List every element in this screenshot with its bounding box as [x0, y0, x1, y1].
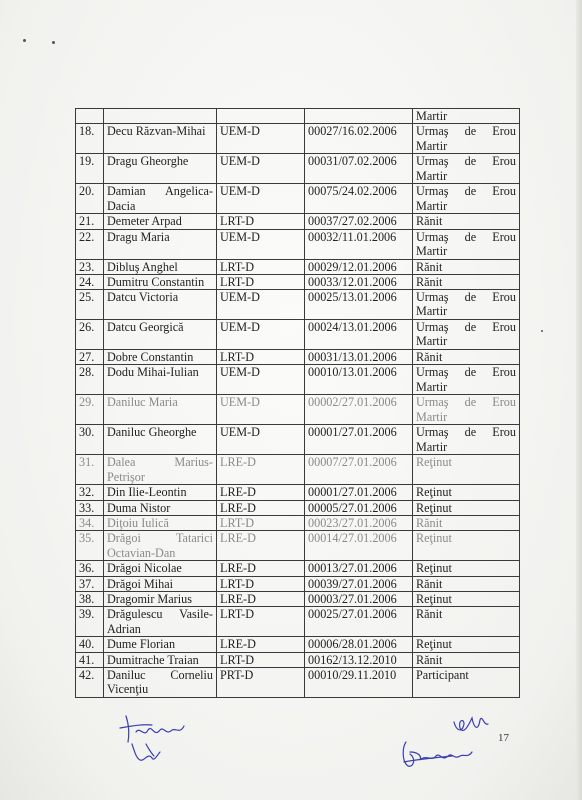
name-cell: Din Ilie-Leontin: [104, 485, 217, 500]
code-cell: LRE-D: [217, 455, 305, 485]
code-cell: LRT-D: [217, 259, 305, 274]
code-cell: UEM-D: [217, 425, 305, 455]
table-row: [76, 395, 520, 425]
row-number-cell: [76, 109, 104, 124]
name-cell: Dumitrache Traian: [104, 652, 217, 667]
row-number-cell: 25.: [76, 290, 104, 320]
table-row: [76, 637, 520, 652]
document-cell: 00039/27.01.2006: [305, 576, 413, 591]
document-cell: 00033/12.01.2006: [305, 274, 413, 289]
document-cell: 00029/12.01.2006: [305, 259, 413, 274]
row-number-cell: 30.: [76, 425, 104, 455]
page-edge-shadow: [576, 0, 582, 800]
row-number-cell: 39.: [76, 607, 104, 637]
status-cell: Reţinut: [413, 637, 520, 652]
status-cell: Urmaş de Erou Martir: [413, 425, 520, 455]
table-row: [76, 455, 520, 485]
code-cell: LRE-D: [217, 561, 305, 576]
code-cell: UEM-D: [217, 124, 305, 154]
status-cell: Rănit: [413, 259, 520, 274]
code-cell: LRT-D: [217, 274, 305, 289]
name-cell: Datcu Victoria: [104, 290, 217, 320]
name-cell: Dodu Mihai-Iulian: [104, 365, 217, 395]
code-cell: LRT-D: [217, 607, 305, 637]
scan-speck: [52, 41, 55, 44]
document-cell: 00007/27.01.2006: [305, 455, 413, 485]
status-cell: Martir: [413, 109, 520, 124]
name-cell: Datcu Georgică: [104, 320, 217, 350]
document-cell: 00031/07.02.2006: [305, 154, 413, 184]
document-cell: 00032/11.01.2006: [305, 229, 413, 259]
document-cell: 00031/13.01.2006: [305, 350, 413, 365]
table-row: [76, 124, 520, 154]
table-row: [76, 500, 520, 515]
status-cell: Urmaş de Erou Martir: [413, 290, 520, 320]
row-number-cell: 23.: [76, 259, 104, 274]
document-cell: 00001/27.01.2006: [305, 425, 413, 455]
code-cell: [217, 109, 305, 124]
name-cell: Diţoiu Iulică: [104, 516, 217, 531]
table-row: [76, 259, 520, 274]
status-cell: Urmaş de Erou Martir: [413, 365, 520, 395]
code-cell: LRE-D: [217, 637, 305, 652]
row-number-cell: 31.: [76, 455, 104, 485]
status-cell: Reţinut: [413, 455, 520, 485]
name-cell: Dalea Marius-Petrişor: [104, 455, 217, 485]
document-cell: 00010/29.11.2010: [305, 667, 413, 697]
name-cell: Dobre Constantin: [104, 350, 217, 365]
row-number-cell: 20.: [76, 184, 104, 214]
document-cell: 00025/13.01.2006: [305, 290, 413, 320]
name-cell: Dume Florian: [104, 637, 217, 652]
document-cell: 00023/27.01.2006: [305, 516, 413, 531]
row-number-cell: 40.: [76, 637, 104, 652]
row-number-cell: 27.: [76, 350, 104, 365]
table-row: [76, 516, 520, 531]
table-row: [76, 214, 520, 229]
code-cell: UEM-D: [217, 365, 305, 395]
document-cell: 00005/27.01.2006: [305, 500, 413, 515]
code-cell: LRE-D: [217, 591, 305, 606]
table-row: [76, 531, 520, 561]
code-cell: LRT-D: [217, 516, 305, 531]
code-cell: LRT-D: [217, 214, 305, 229]
table-row: [76, 365, 520, 395]
document-cell: 00024/13.01.2006: [305, 320, 413, 350]
code-cell: UEM-D: [217, 320, 305, 350]
name-cell: Daniluc Maria: [104, 395, 217, 425]
code-cell: UEM-D: [217, 395, 305, 425]
status-cell: Rănit: [413, 607, 520, 637]
status-cell: Reţinut: [413, 591, 520, 606]
table-row: [76, 607, 520, 637]
status-cell: Urmaş de Erou Martir: [413, 395, 520, 425]
table-row: [76, 109, 520, 124]
name-cell: Dragomir Marius: [104, 591, 217, 606]
code-cell: UEM-D: [217, 154, 305, 184]
name-cell: Drăgoi Mihai: [104, 576, 217, 591]
table-row: [76, 350, 520, 365]
document-cell: 00027/16.02.2006: [305, 124, 413, 154]
code-cell: LRT-D: [217, 576, 305, 591]
row-number-cell: 22.: [76, 229, 104, 259]
name-cell: Drăgoi Tatarici Octavian-Dan: [104, 531, 217, 561]
row-number-cell: 38.: [76, 591, 104, 606]
row-number-cell: 41.: [76, 652, 104, 667]
code-cell: UEM-D: [217, 184, 305, 214]
table-row: [76, 561, 520, 576]
status-cell: Rănit: [413, 576, 520, 591]
signature-left: [118, 708, 198, 770]
row-number-cell: 29.: [76, 395, 104, 425]
name-cell: Damian Angelica-Dacia: [104, 184, 217, 214]
code-cell: LRT-D: [217, 350, 305, 365]
status-cell: Rănit: [413, 214, 520, 229]
row-number-cell: 35.: [76, 531, 104, 561]
status-cell: Reţinut: [413, 531, 520, 561]
row-number-cell: 37.: [76, 576, 104, 591]
table-row: [76, 274, 520, 289]
name-cell: [104, 109, 217, 124]
status-cell: Reţinut: [413, 500, 520, 515]
code-cell: LRE-D: [217, 485, 305, 500]
status-cell: Urmaş de Erou Martir: [413, 124, 520, 154]
row-number-cell: 19.: [76, 154, 104, 184]
row-number-cell: 33.: [76, 500, 104, 515]
document-cell: 00002/27.01.2006: [305, 395, 413, 425]
row-number-cell: 36.: [76, 561, 104, 576]
table-row: [76, 667, 520, 697]
document-cell: 00075/24.02.2006: [305, 184, 413, 214]
status-cell: Reţinut: [413, 485, 520, 500]
table-row: [76, 576, 520, 591]
name-cell: Dragu Maria: [104, 229, 217, 259]
row-number-cell: 24.: [76, 274, 104, 289]
document-cell: 00003/27.01.2006: [305, 591, 413, 606]
table-row: [76, 154, 520, 184]
row-number-cell: 28.: [76, 365, 104, 395]
name-cell: Dibluş Anghel: [104, 259, 217, 274]
scan-speck: [23, 39, 26, 42]
code-cell: UEM-D: [217, 229, 305, 259]
name-cell: Daniluc Corneliu Vicenţiu: [104, 667, 217, 697]
code-cell: UEM-D: [217, 290, 305, 320]
name-cell: Duma Nistor: [104, 500, 217, 515]
table-row: [76, 425, 520, 455]
document-cell: 00013/27.01.2006: [305, 561, 413, 576]
code-cell: PRT-D: [217, 667, 305, 697]
code-cell: LRE-D: [217, 500, 305, 515]
register-table-body: [76, 109, 520, 698]
name-cell: Dragu Gheorghe: [104, 154, 217, 184]
row-number-cell: 34.: [76, 516, 104, 531]
table-row: [76, 320, 520, 350]
document-cell: 00001/27.01.2006: [305, 485, 413, 500]
status-cell: Participant: [413, 667, 520, 697]
signature-right: [392, 712, 500, 774]
row-number-cell: 26.: [76, 320, 104, 350]
page-number: 17: [498, 732, 509, 744]
register-table: [75, 108, 520, 698]
status-cell: Rănit: [413, 652, 520, 667]
document-cell: [305, 109, 413, 124]
name-cell: Drăgulescu Vasile-Adrian: [104, 607, 217, 637]
table-row: [76, 184, 520, 214]
name-cell: Demeter Arpad: [104, 214, 217, 229]
row-number-cell: 18.: [76, 124, 104, 154]
row-number-cell: 32.: [76, 485, 104, 500]
name-cell: Daniluc Gheorghe: [104, 425, 217, 455]
table-row: [76, 591, 520, 606]
code-cell: LRE-D: [217, 531, 305, 561]
document-cell: 00010/13.01.2006: [305, 365, 413, 395]
scan-speck: [541, 330, 543, 332]
code-cell: LRT-D: [217, 652, 305, 667]
table-row: [76, 290, 520, 320]
name-cell: Decu Răzvan-Mihai: [104, 124, 217, 154]
status-cell: Rănit: [413, 350, 520, 365]
name-cell: Drăgoi Nicolae: [104, 561, 217, 576]
row-number-cell: 42.: [76, 667, 104, 697]
status-cell: Urmaş de Erou Martir: [413, 320, 520, 350]
table-row: [76, 652, 520, 667]
status-cell: Urmaş de Erou Martir: [413, 229, 520, 259]
table-row: [76, 485, 520, 500]
status-cell: Reţinut: [413, 561, 520, 576]
row-number-cell: 21.: [76, 214, 104, 229]
name-cell: Dumitru Constantin: [104, 274, 217, 289]
status-cell: Rănit: [413, 516, 520, 531]
status-cell: Rănit: [413, 274, 520, 289]
status-cell: Urmaş de Erou Martir: [413, 154, 520, 184]
table-row: [76, 229, 520, 259]
document-cell: 00006/28.01.2006: [305, 637, 413, 652]
status-cell: Urmaş de Erou Martir: [413, 184, 520, 214]
document-cell: 00037/27.02.2006: [305, 214, 413, 229]
document-cell: 00162/13.12.2010: [305, 652, 413, 667]
document-cell: 00025/27.01.2006: [305, 607, 413, 637]
document-cell: 00014/27.01.2006: [305, 531, 413, 561]
